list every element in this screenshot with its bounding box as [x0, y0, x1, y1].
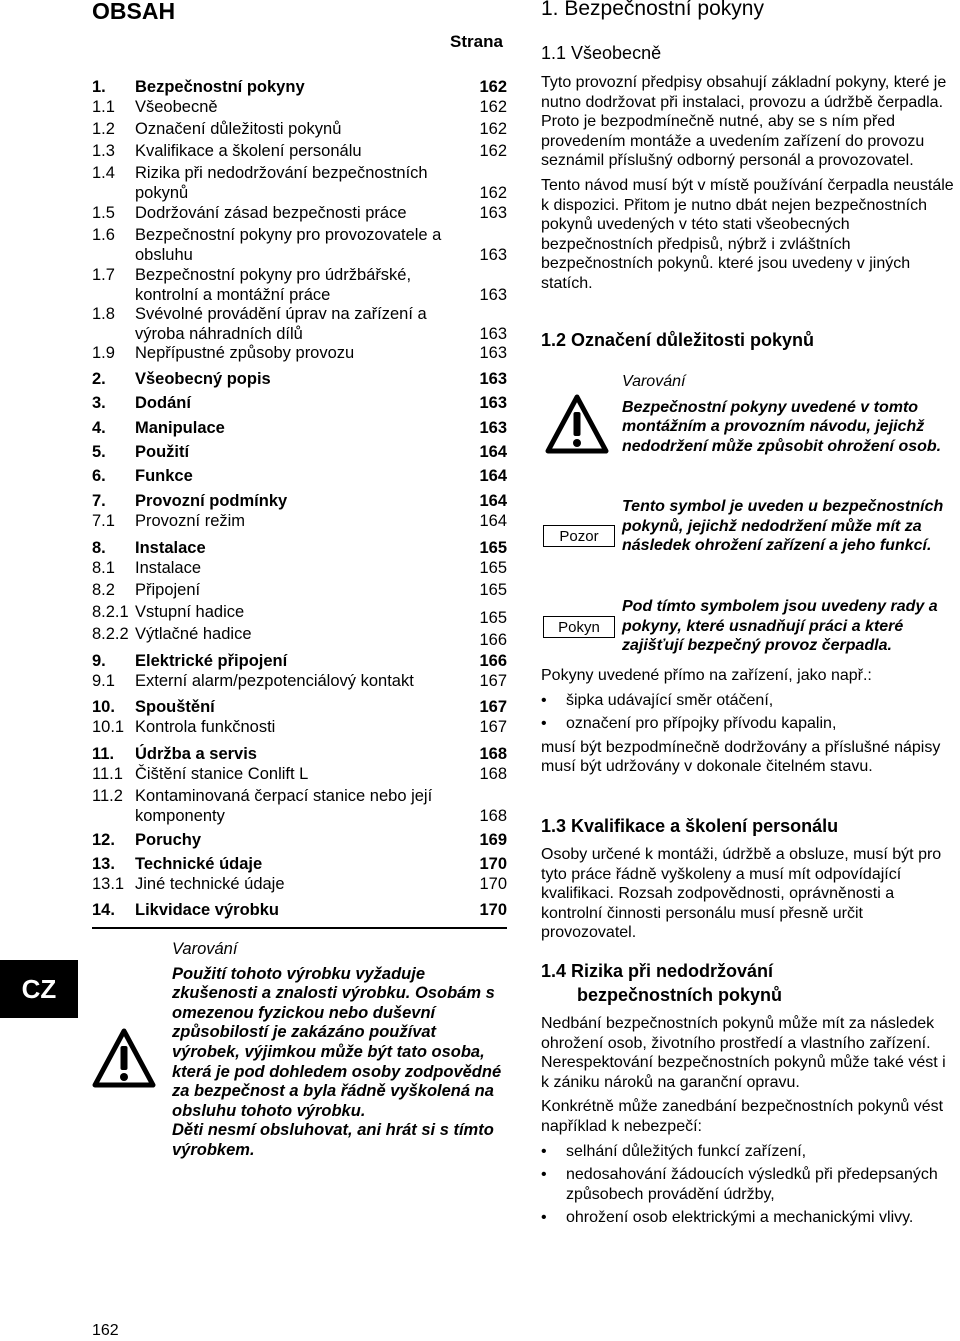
toc-row-title: Kontaminovaná čerpací stanice nebo její komponenty — [135, 787, 433, 825]
toc-row-number: 1.8 — [92, 305, 115, 323]
toc-row-number: 1.1 — [92, 98, 115, 116]
toc-row-page: 162 — [479, 120, 507, 138]
toc-row-page: 164 — [479, 512, 507, 530]
section-1-2-bullets — [541, 691, 956, 734]
toc-row-number: 1. — [92, 78, 106, 96]
section-1-4-bullets — [541, 1142, 956, 1228]
toc-row-page: 168 — [479, 745, 507, 763]
left-warning-body: Použití tohoto výrobku vyžaduje zkušenosti a znalosti výrobku. Osobám s omezenou fyzickou nebo duševní způsobilostí je zakázáno používat výrobek, výjimkou může být tato osoba, která je pod dohledem osoby zodpovědné za bezpečnost a byla řádně vyškolená na obsluhu tohoto výrobku. — [172, 964, 502, 1120]
toc-row-page: 167 — [479, 698, 507, 716]
toc-row-number: 1.7 — [92, 266, 115, 284]
toc-row-page: 162 — [479, 78, 507, 96]
toc-row-title: Provozní podmínky — [135, 492, 288, 510]
toc-row-number: 1.9 — [92, 344, 115, 362]
bullet-item: • nedosahování žádoucích výsledků při předepsaných způsobech provádění údržby, — [541, 1165, 956, 1204]
toc-row-number: 7. — [92, 492, 106, 510]
toc-row-title: Údržba a servis — [135, 745, 257, 763]
toc-row-title: Čištění stanice Conlift L — [135, 765, 309, 783]
toc-row-page: 163 — [479, 325, 507, 343]
toc-row-title: Manipulace — [135, 419, 225, 437]
toc-row-number: 4. — [92, 419, 106, 437]
toc-row-page: 168 — [479, 765, 507, 783]
toc-row-number: 1.6 — [92, 226, 115, 244]
toc-row-page: 163 — [479, 286, 507, 304]
language-tab: CZ — [0, 960, 78, 1018]
toc-row-number: 13. — [92, 855, 115, 873]
toc-row-title: Všeobecný popis — [135, 370, 271, 388]
toc-row-page: 170 — [479, 875, 507, 893]
pokyn-label-box: Pokyn — [543, 616, 615, 638]
toc-divider — [92, 927, 507, 929]
toc-row-page: 163 — [479, 419, 507, 437]
toc-row-number: 9.1 — [92, 672, 115, 690]
pozor-text: Tento symbol je uveden u bezpečnostních pokynů, jejichž nedodržení může mít za následek ohrožení zařízení a jeho funkcí. — [622, 498, 944, 555]
toc-row-number: 8. — [92, 539, 106, 557]
toc-row-number: 13.1 — [92, 875, 125, 893]
section-heading-1: 1. Bezpečnostní pokyny — [541, 0, 764, 20]
bullet-item: • selhání důležitých funkcí zařízení, — [541, 1142, 956, 1162]
toc-row-page: 163 — [479, 370, 507, 388]
toc-row-number: 8.1 — [92, 559, 115, 577]
toc-row-title: Funkce — [135, 467, 193, 485]
heading-1-4 — [541, 959, 956, 1007]
warning-triangle-icon — [545, 394, 609, 454]
warning-triangle-icon — [92, 1028, 156, 1088]
toc-row-title: Výtlačné hadice — [135, 625, 252, 643]
toc-row-number: 8.2 — [92, 581, 115, 599]
toc-row-title: Všeobecně — [135, 98, 218, 116]
heading-1-1: 1.1 Všeobecně — [541, 43, 662, 63]
toc-row-page: 165 — [479, 581, 507, 599]
section-1-3-text — [541, 845, 956, 948]
toc-row-title: Kvalifikace a školení personálu — [135, 142, 362, 160]
toc-row-title: Nepřípustné způsoby provozu — [135, 344, 355, 362]
toc-row-page: 164 — [479, 467, 507, 485]
left-warning-heading: Varování — [172, 940, 238, 958]
toc-row-number: 1.2 — [92, 120, 115, 138]
toc-row-page: 164 — [479, 492, 507, 510]
toc-row-number: 8.2.1 — [92, 603, 129, 621]
bullet-item: • označení pro přípojky přívodu kapalin, — [541, 714, 956, 734]
heading-1-4-line-2: bezpečnostních pokynů — [577, 985, 783, 1005]
section-1-2-paragraph-2: musí být bezpodmínečně dodržovány a příslušné nápisy musí být udržovány v dokonale čitelném stavu. — [541, 738, 941, 776]
toc-row-title: Instalace — [135, 539, 206, 557]
toc-page-header: Strana — [450, 32, 503, 51]
toc-row-number: 5. — [92, 443, 106, 461]
toc-row-title: Svévolné provádění úprav na zařízení a výroba náhradních dílů — [135, 305, 427, 343]
toc-row-page: 165 — [479, 559, 507, 577]
toc-row-page: 170 — [479, 855, 507, 873]
page-number: 162 — [92, 1322, 119, 1339]
warning-symbol-body: Bezpečnostní pokyny uvedené v tomto montážním a provozním návodu, jejichž nedodržení může způsobit ohrožení osob. — [622, 398, 942, 455]
toc-row-title: Spouštění — [135, 698, 215, 716]
toc-row-page: 165 — [479, 609, 507, 627]
toc-row-page: 162 — [479, 98, 507, 116]
toc-row-title: Rizika při nedodržování bezpečnostních pokynů — [135, 164, 428, 202]
warning-symbol-heading: Varování — [622, 373, 686, 390]
section-1-1-paragraph-1: Tyto provozní předpisy obsahují základní pokyny, které je nutno dodržovat při instalaci, provozu a údržbě čerpadla. Proto je bezpodmínečně nutné, aby se s ním před provedením montáže a uvedením zařízení do provozu seznámil příslušný odborný personál a provozovatel. — [541, 74, 947, 170]
toc-row-number: 6. — [92, 467, 106, 485]
toc-row-title: Technické údaje — [135, 855, 263, 873]
heading-1-3: 1.3 Kvalifikace a školení personálu — [541, 816, 839, 836]
toc-row-title: Likvidace výrobku — [135, 901, 279, 919]
section-1-1-text — [541, 73, 956, 299]
toc-row-page: 167 — [479, 718, 507, 736]
toc-row-page: 162 — [479, 184, 507, 202]
toc-row-title: Poruchy — [135, 831, 202, 849]
left-warning-text — [172, 940, 502, 1161]
heading-1-2: 1.2 Označení důležitosti pokynů — [541, 330, 815, 350]
toc-row-page: 166 — [479, 631, 507, 649]
toc-row-title: Připojení — [135, 581, 201, 599]
toc-row-title: Jiné technické údaje — [135, 875, 285, 893]
toc-row-page: 167 — [479, 672, 507, 690]
toc-row-number: 11. — [92, 745, 115, 763]
toc-row-title: Použití — [135, 443, 190, 461]
toc-row-page: 168 — [479, 807, 507, 825]
toc-row-title: Vstupní hadice — [135, 603, 245, 621]
toc-row-page: 169 — [479, 831, 507, 849]
toc-row-number: 1.4 — [92, 164, 115, 182]
toc-row-title: Elektrické připojení — [135, 652, 288, 670]
toc-row-title: Dodržování zásad bezpečnosti práce — [135, 204, 407, 222]
toc-row-number: 1.3 — [92, 142, 115, 160]
section-1-4-text — [541, 1014, 956, 1232]
section-1-2-paragraph-1: Pokyny uvedené přímo na zařízení, jako např.: — [541, 667, 872, 684]
toc-row-title: Kontrola funkčnosti — [135, 718, 276, 736]
toc-row-title: Bezpečnostní pokyny — [135, 78, 305, 96]
toc-row-number: 14. — [92, 901, 115, 919]
toc-row-number: 8.2.2 — [92, 625, 129, 643]
left-warning-body-children: Děti nesmí obsluhovat, ani hrát si s tímto výrobkem. — [172, 1121, 494, 1159]
section-1-3-paragraph-1: Osoby určené k montáži, údržbě a obsluze, musí být pro tyto práce řádně vyškoleny a musí mít odpovídající kvalifikaci. Rozsah zodpovědnosti, oprávněnosti a kontrolní činnosti personálu musí přesně určit provozovatel. — [541, 846, 942, 942]
toc-row-title: Instalace — [135, 559, 202, 577]
warning-symbol-text — [622, 372, 957, 456]
toc-row-page: 164 — [479, 443, 507, 461]
toc-row-number: 2. — [92, 370, 106, 388]
section-1-2-text — [541, 666, 956, 782]
section-1-4-paragraph-1: Nedbání bezpečnostních pokynů může mít za následek ohrožení osob, životního prostředí a vlastního zařízení. Nerespektování bezpečnostních pokynů může také vést i k zániku nároků na garanční opravu. — [541, 1015, 946, 1091]
toc-row-page: 162 — [479, 142, 507, 160]
pozor-label-box: Pozor — [543, 525, 615, 547]
toc-row-number: 12. — [92, 831, 115, 849]
bullet-item: • šipka udávající směr otáčení, — [541, 691, 956, 711]
toc-row-number: 11.1 — [92, 765, 123, 783]
toc-row-page: 163 — [479, 204, 507, 222]
toc-row-page: 163 — [479, 246, 507, 264]
toc-row-title: Bezpečnostní pokyny pro provozovatele a obsluhu — [135, 226, 442, 264]
pokyn-text: Pod tímto symbolem jsou uvedeny rady a pokyny, které usnadňují práci a které zajišťují bezpečný provoz čerpadla. — [622, 598, 938, 655]
toc-row-number: 7.1 — [92, 512, 115, 530]
toc-title: OBSAH — [92, 0, 176, 24]
toc-row-title: Dodání — [135, 394, 191, 412]
toc-row-number: 11.2 — [92, 787, 123, 805]
section-1-1-paragraph-2: Tento návod musí být v místě používání čerpadla neustále k dispozici. Přitom je nutno dbát nejen bezpečnostních pokynů uvedených v této stati všeobecných bezpečnostních předpisů, nýbrž i zvláštních bezpečnostních pokynů. které jsou uvedeny v jiných statích. — [541, 176, 954, 292]
toc-row-number: 9. — [92, 652, 106, 670]
toc-row-page: 163 — [479, 344, 507, 362]
toc-row-title: Označení důležitosti pokynů — [135, 120, 342, 138]
toc-row-number: 3. — [92, 394, 106, 412]
bullet-item: • ohrožení osob elektrickými a mechanickými vlivy. — [541, 1208, 956, 1228]
toc-row-title: Provozní režim — [135, 512, 246, 530]
section-1-4-paragraph-2: Konkrétně může zanedbání bezpečnostních pokynů vést například k nebezpečí: — [541, 1098, 944, 1135]
toc-row-number: 1.5 — [92, 204, 115, 222]
toc-row-page: 166 — [479, 652, 507, 670]
toc-row-number: 10.1 — [92, 718, 125, 736]
toc-row-page: 170 — [479, 901, 507, 919]
toc-row-number: 10. — [92, 698, 115, 716]
toc-row-page: 165 — [479, 539, 507, 557]
toc-row-page: 163 — [479, 394, 507, 412]
toc-row-title: Externí alarm/pezpotenciálový kontakt — [135, 672, 414, 690]
heading-1-4-line-1: 1.4 Rizika při nedodržování — [541, 961, 774, 981]
toc-row-title: Bezpečnostní pokyny pro údržbářské, kontrolní a montážní práce — [135, 266, 412, 304]
